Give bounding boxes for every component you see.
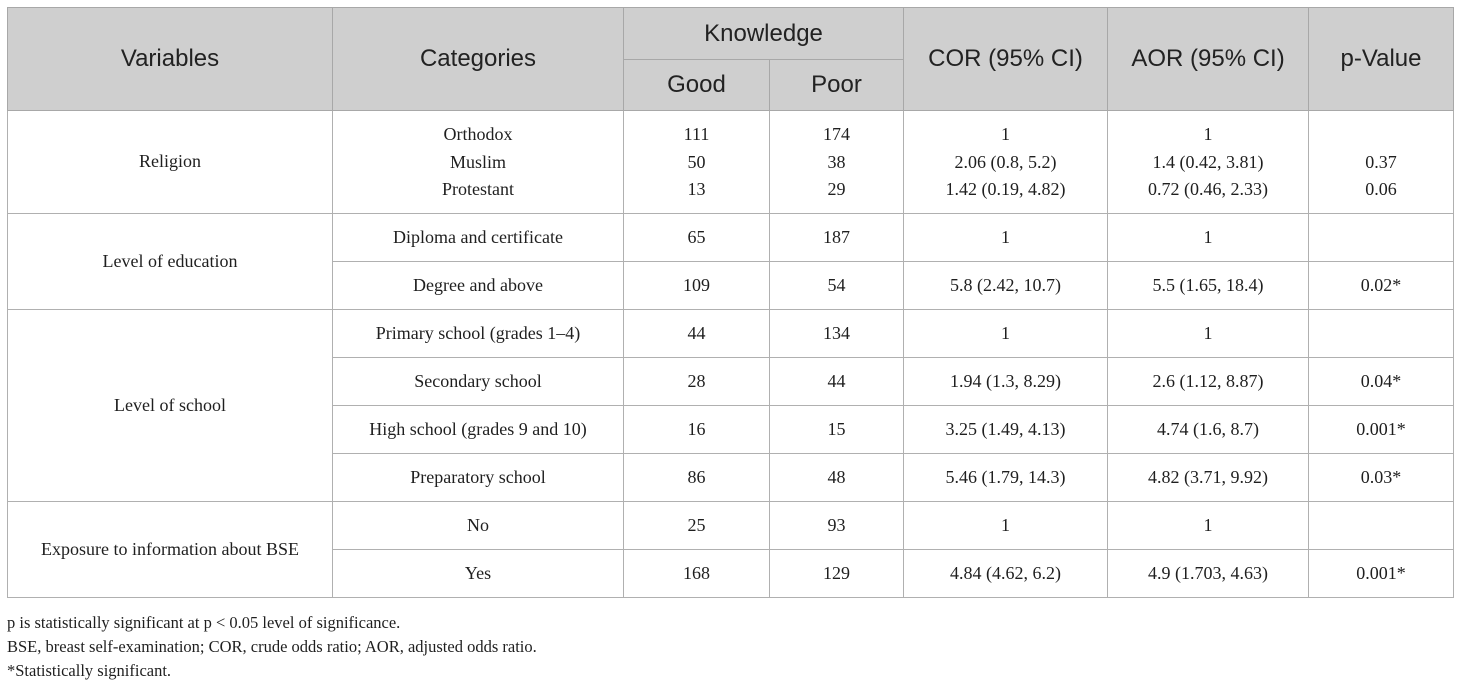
header-knowledge: Knowledge xyxy=(624,8,904,60)
religion-poor-cell xyxy=(770,111,904,214)
table-cell: Orthodox xyxy=(443,124,513,145)
footnote-abbreviations: BSE, breast self-examination; COR, crude odds ratio; AOR, adjusted odds ratio. xyxy=(7,637,537,656)
table-cell: 50 xyxy=(687,151,706,172)
table-cell: 1.42 (0.19, 4.82) xyxy=(945,179,1066,200)
table-cell: 25 xyxy=(624,502,770,550)
table-cell: 1 xyxy=(904,214,1108,262)
table-cell: Yes xyxy=(333,550,624,598)
table-cell: 0.03* xyxy=(1309,454,1454,502)
table-cell: Preparatory school xyxy=(333,454,624,502)
header-categories: Categories xyxy=(333,8,624,111)
table-cell: 1.4 (0.42, 3.81) xyxy=(1152,151,1264,172)
table-cell: 111 xyxy=(683,124,710,145)
table-cell: 5.46 (1.79, 14.3) xyxy=(904,454,1108,502)
table-cell: 93 xyxy=(770,502,904,550)
header-cor: COR (95% CI) xyxy=(904,8,1108,111)
table-cell: 38 xyxy=(827,151,846,172)
odds-ratio-table xyxy=(7,7,1454,598)
table-header xyxy=(8,8,1454,111)
variable-cell-religion: Religion xyxy=(8,111,333,214)
table-cell: 65 xyxy=(624,214,770,262)
footnote-asterisk: *Statistically significant. xyxy=(7,661,172,680)
table-cell: 4.84 (4.62, 6.2) xyxy=(904,550,1108,598)
table-cell: 0.001* xyxy=(1309,406,1454,454)
table-cell: Muslim xyxy=(449,151,506,172)
table-cell: 174 xyxy=(823,124,850,145)
table-cell: 4.9 (1.703, 4.63) xyxy=(1108,550,1309,598)
header-pvalue: p-Value xyxy=(1309,8,1454,111)
table-cell: 168 xyxy=(624,550,770,598)
religion-pvalue-cell xyxy=(1309,111,1454,214)
religion-aor-cell xyxy=(1108,111,1309,214)
table-cell: 16 xyxy=(624,406,770,454)
table-cell: High school (grades 9 and 10) xyxy=(333,406,624,454)
footnote-significance: p is statistically significant at p < 0.05 level of significance. xyxy=(7,613,401,632)
odds-ratio-table-container xyxy=(7,7,1453,598)
table-cell: 1 xyxy=(1108,214,1309,262)
table-cell: Protestant xyxy=(442,179,514,200)
table-cell: 1.94 (1.3, 8.29) xyxy=(904,358,1108,406)
table-cell: 2.6 (1.12, 8.87) xyxy=(1108,358,1309,406)
table-cell xyxy=(1309,121,1453,149)
table-cell: 29 xyxy=(827,179,846,200)
table-cell: 86 xyxy=(624,454,770,502)
table-cell: 1 xyxy=(1108,502,1309,550)
table-cell: 0.001* xyxy=(1309,550,1454,598)
header-good: Good xyxy=(624,60,770,111)
header-variables: Variables xyxy=(8,8,333,111)
table-cell: 4.74 (1.6, 8.7) xyxy=(1108,406,1309,454)
table-cell: 0.72 (0.46, 2.33) xyxy=(1148,179,1269,200)
table-cell: 109 xyxy=(624,262,770,310)
religion-cor-cell xyxy=(904,111,1108,214)
table-cell: 13 xyxy=(687,179,706,200)
table-cell: 48 xyxy=(770,454,904,502)
table-cell: Secondary school xyxy=(333,358,624,406)
table-cell: 5.5 (1.65, 18.4) xyxy=(1108,262,1309,310)
table-footnotes xyxy=(7,611,537,683)
table-cell: 1 xyxy=(1203,124,1213,145)
variable-cell-education: Level of education xyxy=(8,214,333,310)
table-cell: 5.8 (2.42, 10.7) xyxy=(904,262,1108,310)
table-cell: 44 xyxy=(624,310,770,358)
table-row xyxy=(8,502,1454,550)
table-cell: 0.06 xyxy=(1365,179,1397,200)
table-cell: 0.02* xyxy=(1309,262,1454,310)
table-cell: 1 xyxy=(1108,310,1309,358)
religion-categories-cell xyxy=(333,111,624,214)
table-body xyxy=(8,111,1454,598)
variable-cell-exposure: Exposure to information about BSE xyxy=(8,502,333,598)
table-cell: 0.04* xyxy=(1309,358,1454,406)
table-cell: 54 xyxy=(770,262,904,310)
table-cell: Primary school (grades 1–4) xyxy=(333,310,624,358)
table-cell: 134 xyxy=(770,310,904,358)
table-row xyxy=(8,111,1454,214)
table-cell: Degree and above xyxy=(333,262,624,310)
table-cell: 0.37 xyxy=(1365,151,1397,172)
table-row xyxy=(8,310,1454,358)
header-poor: Poor xyxy=(770,60,904,111)
table-cell: No xyxy=(333,502,624,550)
table-cell: 2.06 (0.8, 5.2) xyxy=(954,151,1057,172)
religion-good-cell xyxy=(624,111,770,214)
table-cell: 1 xyxy=(1001,124,1011,145)
table-cell: 4.82 (3.71, 9.92) xyxy=(1108,454,1309,502)
table-cell: 129 xyxy=(770,550,904,598)
header-aor: AOR (95% CI) xyxy=(1108,8,1309,111)
table-cell xyxy=(1309,502,1454,550)
table-cell: 3.25 (1.49, 4.13) xyxy=(904,406,1108,454)
table-cell: Diploma and certificate xyxy=(333,214,624,262)
table-cell xyxy=(1309,310,1454,358)
table-cell: 1 xyxy=(904,310,1108,358)
table-cell: 28 xyxy=(624,358,770,406)
table-cell: 1 xyxy=(904,502,1108,550)
table-cell xyxy=(1309,214,1454,262)
table-cell: 44 xyxy=(770,358,904,406)
table-cell: 15 xyxy=(770,406,904,454)
table-cell: 187 xyxy=(770,214,904,262)
variable-cell-school: Level of school xyxy=(8,310,333,502)
table-row xyxy=(8,214,1454,262)
